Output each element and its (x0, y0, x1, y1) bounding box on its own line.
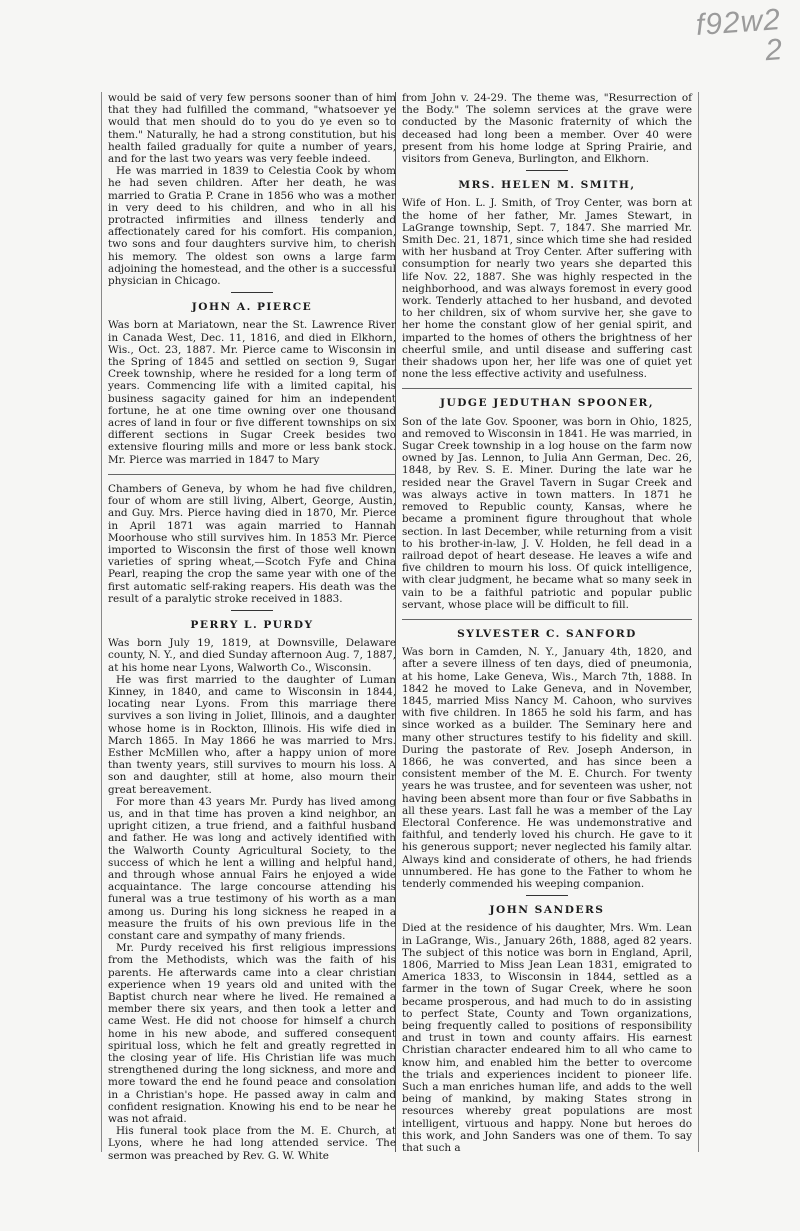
left-column-edge (101, 92, 102, 1152)
obituary-heading-spooner: JUDGE JEDUTHAN SPOONER, (439, 397, 655, 410)
obituary-paragraph: He was married in 1839 to Celestia Cook by whom he had seven children. After her death, he was married to Gratia P. Crane in 1856 who was a mother in very deed to his children, and who in all his protracted infirmities and illness tenderly and affectionately cared for his comfort. His companion, two sons and four daughters survive him, to cherish his memory. The oldest son owns a large farm adjoining the homestead, and the other is a successful physician in Chicago. (108, 165, 396, 288)
obituary-paragraph: Was born in Camden, N. Y., January 4th, 1820, and after a severe illness of ten days, died of pneumonia, at his home, Lake Geneva, Wis., March 7th, 1888. In 1842 he moved to Lake Geneva, and in November, 1845, married Miss Nancy M. Cahoon, who survives with five children. In 1865 he sold his farm, and has since worked as a builder. The Seminary here and many other structures testify to his fidelity and skill. During the pastorate of Rev. Joseph Anderson, in 1866, he was converted, and has since been a consistent member of the M. E. Church. For twenty years he was trustee, and for seventeen was usher, not having been absent more than four or five Sabbaths in all these years. Last fall he was a member of the Lay Electoral Conference. He was undemonstrative and faithful, and tenderly loved his church. He gave to it his generous support; never neglected his family altar. Always kind and considerate of others, he had friends unnumbered. He has gone to the Father to whom he tenderly commended his weeping companion. (402, 646, 692, 890)
right-column (402, 92, 692, 1155)
clipping-break (402, 619, 692, 620)
handwritten-catalog-note (695, 5, 784, 71)
obituary-heading-sanford: SYLVESTER C. SANFORD (457, 627, 637, 640)
obituary-heading-pierce: JOHN A. PIERCE (191, 301, 313, 314)
catalog-note-line-2: 2 (764, 33, 785, 68)
clipping-break (402, 388, 692, 389)
obituary-continued-text: from John v. 24-29. The theme was, "Resurrection of the Body." The solemn services at the grave were conducted by the Masonic fraternity of which the deceased had long been a member. Over 40 were present from his home lodge at Spring Prairie, and visitors from Geneva, Burlington, and Elkhorn. (402, 92, 692, 166)
obituary-continued-text: would be said of very few persons sooner than of him that they had fulfilled the command, "whatsoever ye would that men should do to you do ye even so to them." Naturally, he had a strong constitution, but his health failed gradually for quite a number of years, and for the last two years was very feeble indeed. (108, 92, 396, 166)
right-column-edge (698, 92, 699, 1152)
left-column (108, 92, 396, 1162)
obituary-paragraph: His funeral took place from the M. E. Church, at Lyons, where he had long attended service. The sermon was preached by Rev. G. W. White (108, 1125, 396, 1162)
section-rule (526, 895, 568, 896)
obituary-paragraph: Died at the residence of his daughter, Mrs. Wm. Lean in LaGrange, Wis., January 26th, 1888, aged 82 years. The subject of this notice was born in England, April, 1806, Married to Miss Jean Lean 1831, emigrated to America 1833, to Wisconsin in 1844, settled as a farmer in the town of Sugar Creek, where he soon became prosperous, and had much to do in assisting to perfect State, County and Town organizations, being frequently called to positions of responsibility and trust in town and county affairs. His earnest Christian character endeared him to all who came to know him, and enabled him the better to overcome the trials and experiences incident to pioneer life. Such a man enriches human life, and adds to the well being of mankind, by making States strong in resources whereby great populations are most intelligent, virtuous and happy. None but heroes do this work, and John Sanders was one of them. To say that such a (402, 922, 692, 1155)
obituary-heading-smith: MRS. HELEN M. SMITH, (458, 179, 636, 192)
obituary-paragraph: Son of the late Gov. Spooner, was born in Ohio, 1825, and removed to Wisconsin in 1841. He was married, in Sugar Creek township in a log house on the farm now owned by Jas. Lennon, to Julia Ann German, Dec. 26, 1848, by Rev. S. E. Miner. During the late war he resided near the Gravel Tavern in Sugar Creek and was always active in town matters. In 1871 he removed to Republic county, Kansas, where he became a prominent figure throughout that whole section. In last December, while returning from a visit to his brother-in-law, J. V. Holden, he fell dead in a railroad depot of heart desease. He leaves a wife and five children to mourn his loss. Of quick intelligence, with clear judgment, he became what so many seek in vain to be a faithful patriotic and popular public servant, whose place will be difficult to fill. (402, 415, 692, 611)
obituary-paragraph: He was first married to the daughter of Luman Kinney, in 1840, and came to Wisconsin in 1844, locating near Lyons. From this marriage there survives a son living in Joliet, Illinois, and a daughter whose home is in Rockton, Illinois. His wife died in March 1865. In May 1866 he was married to Mrs. Esther McMillen who, after a happy union of more than twenty years, still survives to mourn his loss. A son and daughter, still at home, also mourn their great bereavement. (108, 673, 396, 796)
obituary-paragraph: Was born July 19, 1819, at Downsville, Delaware county, N. Y., and died Sunday afternoon Aug. 7, 1887, at his home near Lyons, Walworth Co., Wisconsin. (108, 637, 396, 674)
section-rule (231, 610, 273, 611)
obituary-heading-purdy: PERRY L. PURDY (190, 618, 314, 631)
catalog-note-line-1: f92w2 (694, 3, 782, 42)
obituary-paragraph: Wife of Hon. L. J. Smith, of Troy Center, was born at the home of her father, Mr. James Stewart, in LaGrange township, Sept. 7, 1847. She married Mr. Smith Dec. 21, 1871, since which time she had resided with her husband at Troy Center. After suffering with consumption for nearly two years she departed this life Nov. 22, 1887. She was highly respected in the neighborhood, and was always foremost in every good work. Tenderly attached to her husband, and devoted to her children, six of whom survive her, she gave to her home the constant glow of her genial spirit, and imparted to the homes of others the brightness of her cheerful smile, and until disease and suffering cast their shadows upon her, her life was one of quiet yet none the less effective activity and usefulness. (402, 197, 692, 381)
obituary-paragraph: Mr. Purdy received his first religious impressions from the Methodists, which was the faith of his parents. He afterwards came into a clear christian experience when 19 years old and united with the Baptist church near where he lived. He remained a member there six years, and then took a letter and came West. He did not choose for himself a church home in his new abode, and suffered consequent spiritual loss, which he felt and greatly regretted in the closing year of life. His Christian life was much strengthened during the long sickness, and more and more toward the end he found peace and consolation in a Christian's hope. He passed away in calm and confident resignation. Knowing his end to be near he was not afraid. (108, 942, 396, 1126)
obituary-paragraph: Was born at Mariatown, near the St. Lawrence River in Canada West, Dec. 11, 1816, and died in Elkhorn, Wis., Oct. 23, 1887. Mr. Pierce came to Wisconsin in the Spring of 1845 and settled on section 9, Sugar Creek township, where he resided for a long term of years. Commencing life with a limited capital, his business sagacity gained for him an independent fortune, he at one time owning over one thousand acres of land in four or five different townships on six different sections in Sugar Creek besides two extensive flouring mills and more or less bank stock. Mr. Pierce was married in 1847 to Mary (108, 319, 396, 466)
obituary-paragraph: Chambers of Geneva, by whom he had five children, four of whom are still living, Albert, George, Austin, and Guy. Mrs. Pierce having died in 1870, Mr. Pierce in April 1871 was again married to Hannah Moorhouse who still survives him. In 1853 Mr. Pierce imported to Wisconsin the first of those well known varieties of spring wheat,—Scotch Fyfe and China Pearl, reaping the crop the same year with one of the first automatic self-raking reapers. His death was the result of a paralytic stroke received in 1883. (108, 482, 396, 605)
clipping-break (108, 474, 396, 475)
obituary-heading-sanders: JOHN SANDERS (489, 904, 605, 917)
section-rule (231, 292, 273, 293)
obituary-paragraph: For more than 43 years Mr. Purdy has lived among us, and in that time has proven a kind neighbor, an upright citizen, a true friend, and a faithful husband and father. He was long and actively identified with the Walworth County Agricultural Society, to the success of which he lent a willing and helpful hand, and through whose annual Fairs he enjoyed a wide acquaintance. The large concourse attending his funeral was a true testimony of his worth as a man among us. During his long sickness he reaped in a measure the fruits of his own previous life in the constant care and sympathy of many friends. (108, 795, 396, 942)
section-rule (526, 170, 568, 171)
